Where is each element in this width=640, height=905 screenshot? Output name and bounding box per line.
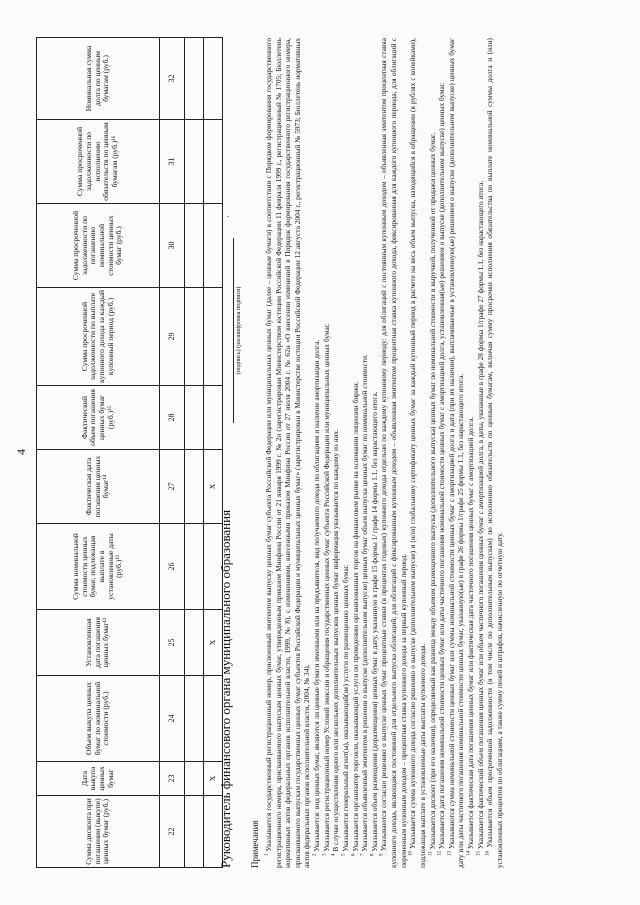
table-cell: 31	[160, 120, 185, 204]
note-number: 15	[476, 851, 482, 856]
note-text: Указываются согласно решению о выпуске ценных бумаг процентные ставки (в процентах годовых) купонного дохода отдельно по каждому купонному периоду: для облигаций с постоянным купонным доходом – объявленная эмитентом процентная ставка купонного дохода, являющаяся постоянной для отдельного выпуска облигаций; для облигаций с фиксированным купонным доходом – объявленная эмитентом процентная ставка купонного дохода, фиксированная для каждого купонного периода; для облигаций с переменным купонным доходом – процентная ставка купонного дохода за первый купонный период.	[379, 38, 408, 868]
signature-line	[233, 238, 234, 423]
table-cell: 22	[160, 796, 185, 868]
table-cell	[185, 204, 204, 288]
column-header: Номинальная сумма долга по ценным бумагам (руб.)	[37, 38, 160, 120]
table-cell: 23	[160, 762, 185, 796]
note-item	[476, 38, 486, 868]
note-number: 11	[428, 851, 434, 856]
table-cell	[185, 676, 204, 762]
column-header: Объем выкупа ценных бумаг по номинальной стоимости (руб.)	[37, 676, 160, 762]
note-text: Указывается государственный регистрационный номер, присвоенный эмитентом выпуску ценных бумаг субъекта Российской Федерации или муниципальных ценных бумаг (далее – ценные бумаги) в соответствии с Порядком формирования государственного регистрационного номера, присваиваемого выпускам ценных бумаг, утвержденным приказом Минфина России от 21 января 1999 г. № 2н (зарегистрирован Министерством юстиции Российской Федерации 11 февраля 1999 г., регистрационный № 1705; Бюллетень нормативных актов федеральных органов исполнительной власти, 1999, № 8), с изменениями, внесенными приказом Минфина России от 27 июля 2004 г. № 62н «О внесении изменений в Порядок формирования государственного регистрационного номера, присваиваемого выпускам государственных ценных бумаг субъектов Российской Федерации и муниципальных ценных бумаг» (зарегистрирован в Министерстве юстиции Российской Федерации 12 августа 2004 г., регистрационный № 5973; Бюллетень нормативных актов федеральных органов исполнительной власти, 2004, № 34).	[263, 38, 312, 868]
table-cell: X	[204, 762, 223, 796]
note-item	[331, 38, 341, 868]
note-number: 3	[322, 853, 328, 856]
signature-block	[218, 38, 240, 868]
note-number: 16	[485, 851, 491, 856]
column-header: Сумма просроченной задолженности по выплате купонного дохода за каждый купонный период (руб.)	[37, 288, 160, 386]
signature-label: Руководитель финансового органа муниципального образования	[218, 509, 233, 868]
note-text: Указывается: вид ценных бумаг, являются ли ценные бумаги именными или на предъявителя, вид получаемого дохода по облигациям и наличие амортизации долга.	[312, 339, 321, 852]
note-number: 4	[331, 853, 337, 856]
notes-section	[250, 38, 505, 868]
table-cell: 24	[160, 676, 185, 762]
table-cell	[185, 386, 204, 450]
note-item	[351, 38, 361, 868]
signature-mark: ˙	[226, 215, 236, 218]
column-header: Фактическая дата погашения ценных бумаг¹⁴	[37, 450, 160, 524]
table-cell: 32	[160, 38, 185, 120]
note-number: 13	[447, 851, 453, 856]
column-header: Фактический объем погашения ценных бумаг (руб.)¹⁵	[37, 386, 160, 450]
note-number: 12	[437, 851, 443, 856]
column-header: Установленная дата погашения ценных бумаг¹³	[37, 610, 160, 676]
note-item	[312, 38, 322, 868]
note-number: 10	[408, 851, 414, 856]
table-cell: 29	[160, 288, 185, 386]
note-text: Указывается объем размещения (доразмещения) ценных бумаг в дату, указанную в графе 15 формы 1/ графе 14 формы 1.1, без нарастающего итога.	[369, 391, 379, 852]
note-item	[341, 38, 351, 868]
table-cell: 28	[160, 386, 185, 450]
column-header: Сумма просроченной задолженности по погашению номинальной стоимости ценных бумаг (руб.)	[37, 204, 160, 288]
note-text: Указываются сумма номинальной стоимости ценных бумаг или суммы номинальной стоимости ценных бумаг с амортизацией долга и дата (при их наличии), выплачиваемые в установленную(ые) решением о выпуске (дополнительном выпуске) ценных бумаг дату или даты частичного погашения номинальной стоимости ценных бумаг, указанную(ые) в графе 26 формы 1/графе 25 формы 1.1, без нарастающего итога.	[446, 37, 466, 868]
note-number: 5	[341, 853, 347, 856]
note-text: Указывается объем просроченной задолженности (в том числе по дополнительным выпускам) по исполнению обязательств по ценным бумагам, включая сумму просрочки исполнения обязательства по выплате номинальной суммы долга и (или) установленных процентов по облигациям, а также сумму пеней и штрафов, начисленную по отчетную дату.	[485, 38, 504, 868]
table-cell	[185, 796, 204, 868]
note-text: Указывается фактический объем погашения ценных бумаг или объем частичного погашения ценных бумаг с амортизацией долга, в даты, указанные в графе 28 формы 1/графе 27 формы 1.1, без нарастающего итога.	[475, 180, 485, 850]
note-text: Указывается дата погашения номинальной стоимости ценных бумаг или даты частичного погашения номинальной стоимости ценных бумаг с амортизацией долга, установленная(ые) решением о выпуске (дополнительном выпуске) ценных бумаг.	[437, 82, 447, 850]
note-number: 9	[379, 853, 385, 856]
column-header: Сумма просроченной задолженности по исполнению обязательств по ценным бумагам (руб.)¹⁶	[37, 120, 160, 204]
note-number: 6	[351, 853, 357, 856]
note-text: В случае осуществления одного или нескольких дополнительных выпусков ценных бумаг информация указывается по каждому из них.	[331, 429, 341, 852]
note-item	[264, 38, 312, 868]
column-numbers-row	[160, 38, 185, 868]
note-item	[379, 38, 408, 868]
note-number: 1	[264, 853, 270, 856]
note-item	[370, 38, 380, 868]
signature-caption: (подпись) (расшифровка подписи)	[236, 286, 242, 375]
note-number: 14	[466, 851, 472, 856]
note-text: Указывается фактическая дата погашения ценных бумаг или фактическая дата частичного погашения ценных бумаг с амортизацией долга.	[466, 416, 475, 850]
rotated-content	[12, 22, 622, 882]
table-cell	[185, 762, 204, 796]
column-header: Дата выкупа ценных бумаг	[37, 762, 160, 796]
note-item	[447, 38, 466, 868]
table-cell: 25	[160, 610, 185, 676]
table-cell: X	[204, 610, 223, 676]
column-header: Сумма дисконта при погашении (выкупе) ценных бумаг (руб.)	[37, 796, 160, 868]
table-cell	[185, 450, 204, 524]
debt-securities-table	[36, 37, 223, 868]
table-cell	[185, 288, 204, 386]
note-text: Указывается организатор торговли, оказывающий услуги по проведению организованных торгов на финансовом рынке на основании лицензии биржи.	[350, 381, 360, 852]
table-cell	[185, 120, 204, 204]
table-cell	[185, 38, 204, 120]
note-item	[485, 38, 504, 868]
note-number: 2	[312, 853, 318, 856]
note-item	[322, 38, 332, 868]
notes-title: Примечания	[250, 820, 260, 868]
note-number: 8	[370, 853, 376, 856]
table-cell: 27	[160, 450, 185, 524]
page-number: 4	[14, 449, 28, 455]
note-text: Указывается объявленный эмитентом в решении о выпуске (дополнительном выпуске) ценных бумаг объем выпуска ценных бумаг по номинальной стоимости.	[360, 354, 370, 852]
table-cell: 26	[160, 524, 185, 610]
note-text: Указывается дисконт (при его наличии), определяемый как разница между объемом размещенного выпуска (дополнительного выпуска) ценных бумаг по номинальной стоимости и выручкой, полученной от продажи ценных бумаг.	[427, 132, 437, 850]
note-item	[428, 38, 438, 868]
table-cell: 30	[160, 204, 185, 288]
note-text: Указывается генеральный агент(ы), оказывающий(ие) услуги по размещению ценных бумаг.	[340, 564, 350, 852]
table-header-row	[37, 38, 160, 868]
table-cell	[185, 610, 204, 676]
note-number: 7	[360, 853, 366, 856]
notes-list	[264, 38, 505, 868]
note-item	[408, 38, 427, 868]
column-header: Сумма номинальной стоимости ценных бумаг, подлежащая выплате в установленные даты (руб.)¹³	[37, 524, 160, 610]
note-text: Указывается регистрационный номер Условий эмиссии и обращения государственных ценных бумаг субъекта Российской Федерации или муниципальных ценных бумаг.	[321, 323, 331, 852]
note-text: Указывается сумма купонного дохода согласно решению о выпуске (дополнительном выпуске) и (или) глобальному сертификату ценных бумаг за каждый купонный период в расчете на весь объем выпуска, находящийся в обращении (в рублях с копейками), подлежащая выплате в установленные даты выплаты купонного дохода.	[408, 38, 427, 868]
table-cell	[185, 524, 204, 610]
table-cell: X	[204, 450, 223, 524]
note-item	[360, 38, 370, 868]
note-item	[466, 38, 476, 868]
table-row	[185, 38, 204, 868]
note-item	[437, 38, 447, 868]
